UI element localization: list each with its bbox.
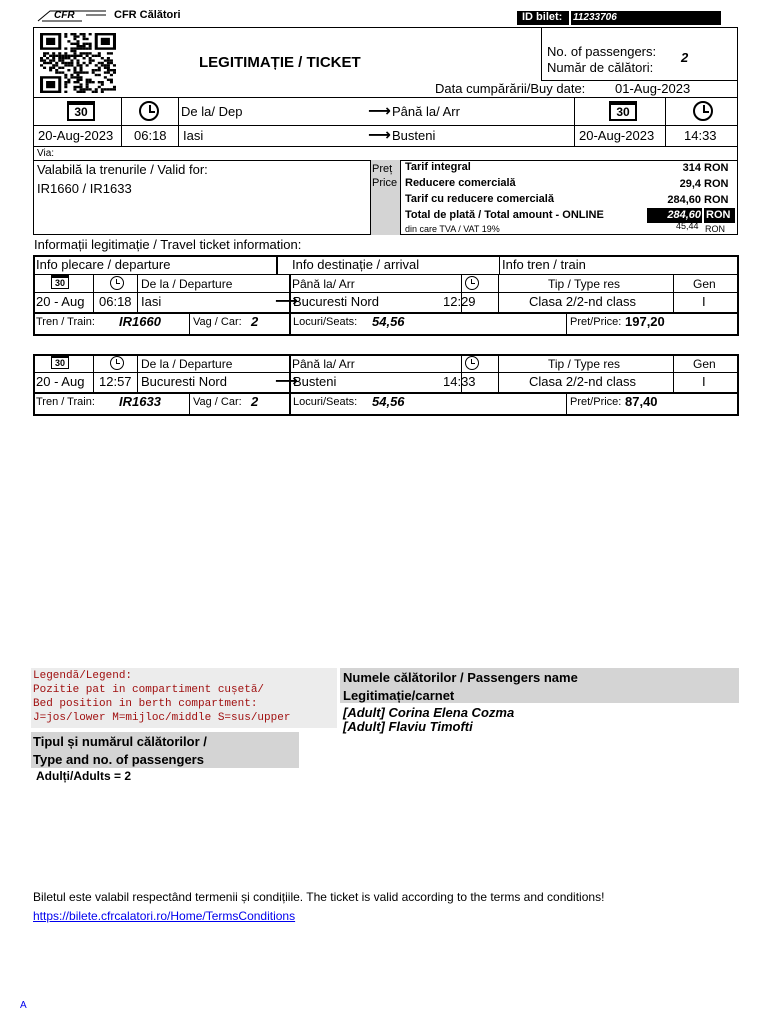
calendar-icon: 30 bbox=[67, 101, 95, 121]
price-row-label: Reducere comercială bbox=[405, 177, 516, 189]
seg-train: IR1660 bbox=[119, 314, 161, 329]
passengers-count: 2 bbox=[681, 50, 689, 65]
valid-for-label: Valabilă la trenurile / Valid for: bbox=[37, 162, 208, 177]
clock-icon bbox=[110, 356, 124, 370]
dep-time: 06:18 bbox=[134, 128, 167, 143]
col-type: Tip / Type res bbox=[548, 277, 621, 291]
vat-value: 45,44 bbox=[676, 221, 699, 231]
clock-icon bbox=[139, 101, 159, 121]
corner-mark: A bbox=[20, 1000, 27, 1011]
seg-car: 2 bbox=[251, 394, 259, 409]
col-from: De la / Departure bbox=[141, 277, 233, 291]
total-value: 284,60 bbox=[667, 209, 701, 221]
passengers-label-en: No. of passengers: bbox=[547, 44, 657, 59]
price-row-value: 29,4 bbox=[679, 178, 701, 190]
seats-label: Locuri/Seats: bbox=[293, 316, 358, 328]
arr-date: 20-Aug-2023 bbox=[579, 128, 655, 143]
seg-type: Clasa 2/2-nd class bbox=[529, 294, 636, 309]
price-label-ro: Preț bbox=[372, 163, 393, 175]
types-title-2: Type and no. of passengers bbox=[33, 752, 204, 767]
seg-arr-time: 14:33 bbox=[443, 374, 476, 389]
seg-dep-time: 12:57 bbox=[99, 374, 132, 389]
arrow-right-icon: ⟶ bbox=[368, 127, 391, 144]
types-title-1: Tipul și numărul călătorilor / bbox=[33, 734, 207, 749]
seg-date: 20 - Aug bbox=[36, 374, 85, 389]
cfr-logo-text: CFR bbox=[54, 10, 75, 21]
via-label: Via: bbox=[37, 148, 55, 159]
arr-label: Până la/ Arr bbox=[392, 104, 460, 119]
col-to: Până la/ Arr bbox=[292, 357, 355, 371]
car-label: Vag / Car: bbox=[193, 396, 242, 408]
seg-seats: 54,56 bbox=[372, 314, 405, 329]
seg-gen: I bbox=[702, 374, 706, 389]
clock-icon bbox=[693, 101, 713, 121]
seg-train: IR1633 bbox=[119, 394, 161, 409]
buy-date-label: Data cumpărării/Buy date: bbox=[435, 81, 586, 96]
train-label: Tren / Train: bbox=[36, 396, 95, 408]
legend-box bbox=[31, 668, 337, 728]
price-row-value: 284,60 bbox=[667, 194, 701, 206]
arr-station: Busteni bbox=[392, 128, 436, 143]
seg-price: 197,20 bbox=[625, 314, 665, 329]
price-row-label: Tarif cu reducere comercială bbox=[405, 193, 554, 205]
price-row-label: Tarif integral bbox=[405, 161, 471, 173]
calendar-icon: 30 bbox=[609, 101, 637, 121]
price-row-currency: RON bbox=[704, 194, 729, 206]
qr-code bbox=[40, 33, 116, 93]
seg-price: 87,40 bbox=[625, 394, 658, 409]
total-currency: RON bbox=[706, 209, 731, 221]
seg-to: Bucuresti Nord bbox=[293, 294, 379, 309]
arrow-right-icon: ⟶ bbox=[275, 373, 298, 390]
total-label: Total de plată / Total amount - ONLINE bbox=[405, 209, 604, 221]
calendar-icon: 30 bbox=[51, 355, 69, 369]
price-label: Pret/Price: bbox=[570, 316, 622, 328]
col-type: Tip / Type res bbox=[548, 357, 621, 371]
price-row-value: 314 bbox=[682, 162, 701, 174]
info-title: Informații legitimație / Travel ticket information: bbox=[34, 237, 302, 252]
qr-code-icon bbox=[40, 33, 116, 93]
dep-date: 20-Aug-2023 bbox=[38, 128, 114, 143]
dep-label: De la/ Dep bbox=[181, 104, 243, 119]
seg-dep-time: 06:18 bbox=[99, 294, 132, 309]
price-row-currency: RON bbox=[704, 162, 729, 174]
group-arrival: Info destinație / arrival bbox=[292, 257, 420, 272]
seg-gen: I bbox=[702, 294, 706, 309]
col-to: Până la/ Arr bbox=[292, 277, 355, 291]
legend-line: Pozitie pat in compartiment cușetă/ bbox=[33, 684, 265, 696]
ticket-id-label: ID bilet: bbox=[522, 11, 563, 23]
price-row-currency: RON bbox=[704, 178, 729, 190]
company-name: CFR Călători bbox=[114, 9, 181, 21]
buy-date-value: 01-Aug-2023 bbox=[615, 81, 691, 96]
passengers-subtitle: Legitimație/carnet bbox=[343, 688, 455, 703]
seg-to: Busteni bbox=[293, 374, 337, 389]
group-departure: Info plecare / departure bbox=[36, 257, 171, 272]
clock-icon bbox=[465, 276, 479, 290]
terms-link[interactable]: https://bilete.cfrcalatori.ro/Home/TermsConditions bbox=[33, 909, 296, 923]
seg-arr-time: 12:29 bbox=[443, 294, 476, 309]
passenger-name: [Adult] Flaviu Timofti bbox=[343, 719, 473, 734]
car-label: Vag / Car: bbox=[193, 316, 242, 328]
train-label: Tren / Train: bbox=[36, 316, 95, 328]
price-label-en: Price bbox=[372, 177, 398, 189]
arr-time: 14:33 bbox=[684, 128, 717, 143]
col-from: De la / Departure bbox=[141, 357, 233, 371]
legend-line: Legendă/Legend: bbox=[33, 670, 133, 682]
passengers-title: Numele călătorilor / Passengers name bbox=[343, 670, 578, 685]
clock-icon bbox=[465, 356, 479, 370]
types-value: Adulți/Adults = 2 bbox=[36, 769, 132, 783]
arrow-right-icon: ⟶ bbox=[368, 103, 391, 120]
seg-seats: 54,56 bbox=[372, 394, 405, 409]
group-train: Info tren / train bbox=[502, 257, 586, 272]
terms-text: Biletul este valabil respectând termenii și condițiile. The ticket is valid according to the terms and conditions! bbox=[33, 890, 605, 904]
ticket-id-box bbox=[517, 11, 721, 25]
price-label: Pret/Price: bbox=[570, 396, 622, 408]
passenger-name: [Adult] Corina Elena Cozma bbox=[343, 705, 515, 720]
seg-from: Iasi bbox=[141, 294, 162, 309]
arrow-right-icon: ⟶ bbox=[275, 293, 298, 310]
calendar-icon: 30 bbox=[51, 275, 69, 289]
seats-label: Locuri/Seats: bbox=[293, 396, 358, 408]
legend-line: J=jos/lower M=mijloc/middle S=sus/upper bbox=[33, 712, 291, 724]
seg-date: 20 - Aug bbox=[36, 294, 85, 309]
passengers-label-ro: Număr de călători: bbox=[547, 60, 654, 75]
vat-currency: RON bbox=[705, 224, 725, 234]
valid-trains: IR1660 / IR1633 bbox=[37, 181, 132, 196]
col-gen: Gen bbox=[693, 277, 716, 291]
page-title: LEGITIMAȚIE / TICKET bbox=[199, 54, 361, 71]
clock-icon bbox=[110, 276, 124, 290]
cfr-logo bbox=[36, 9, 108, 23]
seg-car: 2 bbox=[251, 314, 259, 329]
dep-station: Iasi bbox=[183, 128, 204, 143]
vat-label: din care TVA / VAT 19% bbox=[405, 224, 500, 234]
seg-from: Bucuresti Nord bbox=[141, 374, 227, 389]
ticket-id-value: 11233706 bbox=[573, 12, 617, 23]
col-gen: Gen bbox=[693, 357, 716, 371]
seg-type: Clasa 2/2-nd class bbox=[529, 374, 636, 389]
legend-line: Bed position in berth compartment: bbox=[33, 698, 258, 710]
